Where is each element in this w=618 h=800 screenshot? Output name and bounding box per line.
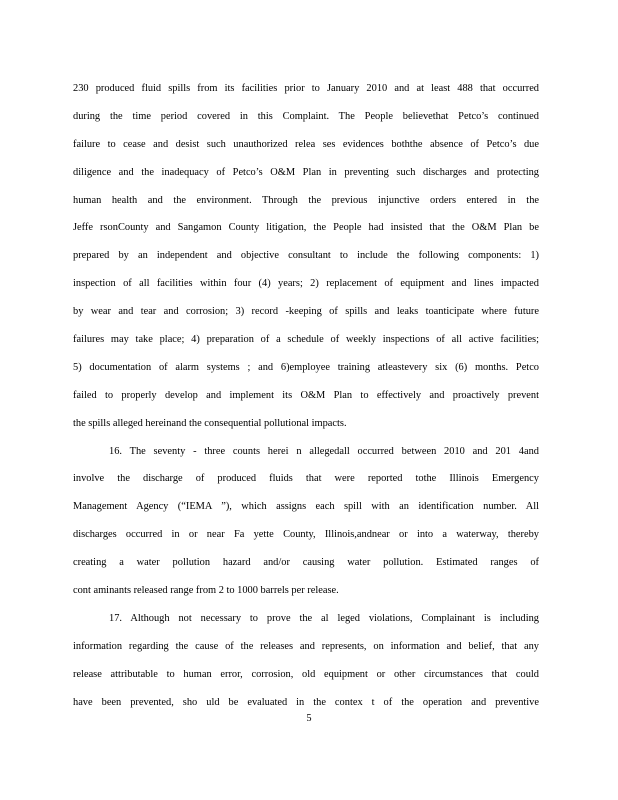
- text-line: during the time period covered in this Complaint. The People believethat Petco’s continued: [73, 110, 539, 122]
- text-line: discharges occurred in or near Fa yette County, Illinois,andnear or into a waterway, thereby: [73, 529, 539, 541]
- text-line: prepared by an independent and objective consultant to include the following components: 1): [73, 250, 539, 262]
- body-text: [73, 80, 539, 721]
- text-line: failure to cease and desist such unauthorized relea ses evidences boththe absence of Petco’s due: [73, 138, 539, 150]
- text-line: human health and the environment. Through the previous injunctive orders entered in the: [73, 194, 539, 206]
- text-line: information regarding the cause of the releases and represents, on information and belief, that any: [73, 640, 539, 652]
- text-line: inspection of all facilities within four (4) years; 2) replacement of equipment and lines impacted: [73, 278, 539, 290]
- text-line: cont aminants released range from 2 to 1000 barrels per release.: [73, 585, 339, 597]
- text-line: by wear and tear and corrosion; 3) record -keeping of spills and leaks toanticipate where future: [73, 306, 539, 318]
- text-line: 230 produced fluid spills from its facilities prior to January 2010 and at least 488 that occurred: [73, 83, 539, 94]
- text-line: have been prevented, sho uld be evaluated in the contex t of the operation and preventive: [73, 696, 539, 708]
- text-line: diligence and the inadequacy of Petco’s O&M Plan in preventing such discharges and protecting: [73, 166, 539, 178]
- text-line: 5) documentation of alarm systems ; and 6)employee training atleastevery six (6) months. Petco: [73, 361, 539, 373]
- text-line: Management Agency (“IEMA ”), which assigns each spill with an identification number. All: [73, 501, 539, 513]
- paragraph-17-first-line: 17. Although not necessary to prove the al leged violations, Complainant is including: [109, 612, 539, 624]
- text-line: failures may take place; 4) preparation of a schedule of weekly inspections of all active facilities;: [73, 334, 539, 346]
- page-number: 5: [306, 713, 312, 724]
- text-line: release attributable to human error, corrosion, old equipment or other circumstances that could: [73, 668, 539, 680]
- text-line: involve the discharge of produced fluids that were reported tothe Illinois Emergency: [73, 473, 539, 485]
- text-line: creating a water pollution hazard and/or causing water pollution. Estimated ranges of: [73, 557, 539, 569]
- text-line: the spills alleged hereinand the consequential pollutional impacts.: [73, 417, 347, 429]
- paragraph-16-first-line: 16. The seventy - three counts herei n allegedall occurred between 2010 and 201 4and: [109, 445, 539, 457]
- text-line: failed to properly develop and implement its O&M Plan to effectively and proactively prevent: [73, 389, 539, 401]
- text-line: Jeffe rsonCounty and Sangamon County litigation, the People had insisted that the O&M Plan be: [73, 222, 539, 234]
